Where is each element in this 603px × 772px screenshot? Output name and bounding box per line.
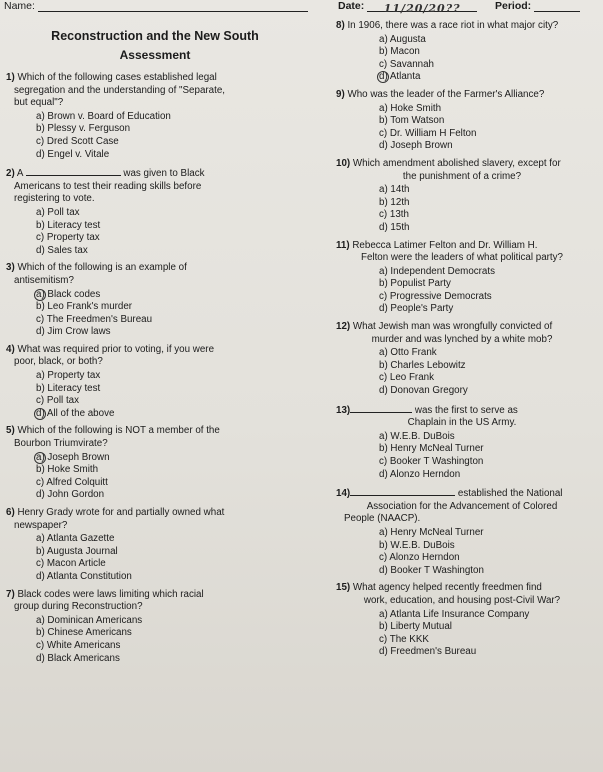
question-text: poor, black, or both?: [14, 356, 103, 368]
question-12: [336, 321, 598, 398]
question-number: 6): [6, 507, 15, 518]
answer-option[interactable]: d) Donovan Gregory: [379, 385, 468, 397]
right-column: [336, 20, 598, 664]
answer-option[interactable]: c) Dr. William H Felton: [379, 127, 477, 139]
question-1: [6, 72, 304, 161]
question-number: 11): [336, 239, 350, 251]
question-text: Which amendment abolished slavery, except for: [352, 157, 561, 169]
period-field: [495, 0, 580, 12]
question-8: [336, 20, 598, 84]
answer-option[interactable]: a) Atlanta Life Insurance Company: [379, 608, 530, 620]
question-6: [6, 507, 304, 584]
answer-option-label: d) All of the above: [36, 407, 115, 419]
question-text: murder and was lynched by a white mob?: [371, 333, 553, 345]
answer-option[interactable]: d) Jim Crow laws: [36, 326, 111, 338]
answer-option[interactable]: d) Engel v. Vitale: [36, 148, 110, 160]
answer-option[interactable]: b) Plessy v. Ferguson: [36, 123, 131, 135]
answer-option[interactable]: b) Chinese Americans: [36, 627, 132, 639]
left-column: [6, 20, 304, 670]
answer-option[interactable]: c) Poll tax: [36, 395, 80, 407]
question-number: 2): [6, 168, 15, 180]
answer-option[interactable]: d) Sales tax: [36, 244, 88, 256]
answer-option[interactable]: b) 12th: [379, 196, 410, 208]
date-value: 11/20/20??: [383, 2, 461, 15]
answer-option[interactable]: c) 13th: [379, 209, 409, 221]
question-number: 15): [336, 582, 351, 594]
answer-option[interactable]: [6, 452, 304, 465]
answer-option[interactable]: b) Populist Party: [379, 278, 451, 290]
question-11: [336, 240, 598, 317]
name-label: Name:: [4, 0, 35, 12]
circled-answer-mark: [34, 452, 46, 464]
answer-option[interactable]: d) Freedmen's Bureau: [379, 646, 477, 658]
page-subtitle: Assessment: [119, 48, 191, 62]
question-text: the punishment of a crime?: [402, 170, 522, 182]
question-text: group during Reconstruction?: [14, 601, 143, 613]
answer-option[interactable]: d) Joseph Brown: [379, 140, 453, 152]
answer-option[interactable]: c) White Americans: [36, 639, 121, 651]
fill-in-blank[interactable]: [350, 403, 412, 413]
answer-option[interactable]: c) Progressive Democrats: [379, 290, 492, 302]
answer-option[interactable]: c) Macon Article: [36, 558, 106, 570]
answer-option[interactable]: [6, 408, 304, 421]
question-number: 7): [6, 588, 15, 600]
answer-option[interactable]: a) Poll tax: [36, 206, 80, 218]
fill-in-blank[interactable]: [26, 166, 121, 176]
answer-option[interactable]: b) Tom Watson: [379, 115, 445, 127]
answer-option[interactable]: d) John Gordon: [36, 489, 105, 501]
question-number: 13): [336, 404, 351, 416]
answer-option[interactable]: b) Hoke Smith: [36, 464, 99, 476]
question-text: was the first to serve as: [414, 404, 518, 416]
question-3: [6, 262, 304, 339]
answer-option[interactable]: b) Augusta Journal: [36, 545, 118, 557]
answer-option[interactable]: d) People's Party: [379, 303, 454, 315]
answer-option[interactable]: a) Brown v. Board of Education: [36, 110, 171, 122]
answer-option[interactable]: c) Property tax: [36, 232, 100, 244]
question-number: 8): [336, 20, 345, 31]
question-9: [336, 89, 598, 153]
period-line: [534, 2, 580, 12]
answer-option[interactable]: c) The KKK: [379, 633, 429, 645]
circled-answer-mark: [34, 408, 46, 420]
question-text: Henry Grady wrote for and partially owned what: [17, 507, 225, 518]
question-number: 4): [6, 343, 15, 355]
question-2: [6, 166, 304, 257]
question-number: 14): [336, 488, 351, 500]
question-number: 1): [6, 72, 15, 83]
period-label: Period:: [495, 0, 532, 12]
answer-option[interactable]: c) Alonzo Herndon: [379, 552, 460, 564]
answer-option[interactable]: b) Literacy test: [36, 219, 101, 231]
answer-option[interactable]: d) 15th: [379, 221, 410, 233]
question-text: established the National: [457, 488, 563, 500]
question-text: Rebecca Latimer Felton and Dr. William H.: [352, 239, 538, 251]
answer-option[interactable]: b) Macon: [379, 46, 420, 58]
question-14: [336, 486, 598, 577]
question-text: Americans to test their reading skills before: [14, 180, 202, 192]
question-text: Bourbon Triumvirate?: [14, 438, 108, 450]
question-text: registering to vote.: [14, 193, 95, 205]
page-title: Reconstruction and the New South: [51, 29, 259, 43]
question-text: In 1906, there was a race riot in what major city?: [347, 20, 559, 31]
answer-option[interactable]: a) Independent Democrats: [379, 265, 495, 277]
answer-option[interactable]: b) Henry McNeal Turner: [379, 443, 484, 455]
question-number: 5): [6, 425, 15, 437]
answer-option[interactable]: c) The Freedmen's Bureau: [36, 313, 153, 325]
question-text: A: [16, 168, 23, 180]
fill-in-blank[interactable]: [350, 486, 455, 496]
answer-option[interactable]: c) Savannah: [379, 58, 435, 70]
question-text: Association for the Advancement of Colored: [366, 500, 558, 512]
question-number: 9): [336, 88, 345, 100]
question-text: antisemitism?: [14, 274, 74, 286]
date-label: Date:: [338, 0, 365, 12]
answer-option[interactable]: a) Otto Frank: [379, 347, 437, 359]
question-text: was given to Black: [123, 168, 205, 180]
answer-option[interactable]: d) Alonzo Herndon: [379, 468, 461, 480]
answer-option[interactable]: d) Black Americans: [36, 652, 120, 664]
question-text: but equal"?: [14, 97, 64, 109]
answer-option[interactable]: a) Henry McNeal Turner: [379, 526, 484, 538]
answer-option[interactable]: b) Leo Frank's murder: [36, 301, 133, 313]
answer-option[interactable]: a) Hoke Smith: [379, 102, 442, 114]
question-text: People (NAACP).: [344, 513, 421, 525]
answer-option-label: a) Joseph Brown: [36, 451, 110, 463]
question-text: What was required prior to voting, if you were: [17, 343, 215, 355]
answer-option[interactable]: a) W.E.B. DuBois: [379, 430, 455, 442]
answer-option[interactable]: d) Atlanta Constitution: [36, 570, 132, 582]
answer-option[interactable]: a) Dominican Americans: [36, 614, 143, 626]
name-line: [38, 2, 308, 12]
question-7: [6, 589, 304, 666]
circled-answer-mark: [34, 289, 46, 301]
question-13: [336, 403, 598, 482]
question-number: 3): [6, 262, 15, 274]
question-number: 12): [336, 321, 351, 333]
answer-option[interactable]: a) Augusta: [379, 33, 426, 45]
question-number: 10): [336, 157, 351, 169]
date-line: [367, 2, 477, 15]
answer-option[interactable]: a) Property tax: [36, 370, 101, 382]
question-10: [336, 158, 598, 235]
answer-option[interactable]: b) W.E.B. DuBois: [379, 539, 455, 551]
question-15: [336, 582, 598, 659]
name-field: [4, 0, 308, 12]
answer-option[interactable]: [6, 289, 304, 302]
question-5: [6, 425, 304, 502]
question-text: newspaper?: [14, 519, 68, 531]
question-text: What Jewish man was wrongfully convicted of: [352, 321, 553, 333]
answer-option[interactable]: [336, 71, 598, 84]
answer-option-label: a) Black codes: [36, 288, 101, 300]
answer-option-label: d) Atlanta: [379, 71, 421, 83]
question-text: Which of the following is an example of: [17, 262, 187, 274]
answer-option[interactable]: a) 14th: [379, 184, 410, 196]
question-4: [6, 344, 304, 421]
answer-option[interactable]: d) Booker T Washington: [379, 564, 484, 576]
answer-option[interactable]: b) Charles Lebowitz: [379, 359, 466, 371]
question-text: Black codes were laws limiting which racial: [17, 588, 204, 600]
question-text: Chaplain in the US Army.: [407, 417, 517, 429]
date-field: [338, 0, 477, 15]
question-text: work, education, and housing post-Civil War?: [363, 594, 561, 606]
answer-option[interactable]: b) Liberty Mutual: [379, 621, 452, 633]
question-text: Who was the leader of the Farmer's Alliance?: [347, 88, 545, 100]
question-text: What agency helped recently freedmen find: [352, 582, 542, 594]
answer-option[interactable]: c) Leo Frank: [379, 372, 434, 384]
header: [0, 0, 603, 16]
question-text: Which of the following is NOT a member of the: [17, 425, 220, 437]
question-text: Felton were the leaders of what political party?: [360, 252, 564, 264]
question-text: segregation and the understanding of "Separate,: [14, 84, 226, 96]
answer-option[interactable]: c) Alfred Colquitt: [36, 476, 108, 488]
answer-option[interactable]: c) Dred Scott Case: [36, 135, 119, 147]
question-text: Which of the following cases established legal: [17, 72, 217, 83]
answer-option[interactable]: b) Literacy test: [36, 382, 101, 394]
answer-option[interactable]: c) Booker T Washington: [379, 456, 484, 467]
answer-option[interactable]: a) Atlanta Gazette: [36, 533, 115, 545]
